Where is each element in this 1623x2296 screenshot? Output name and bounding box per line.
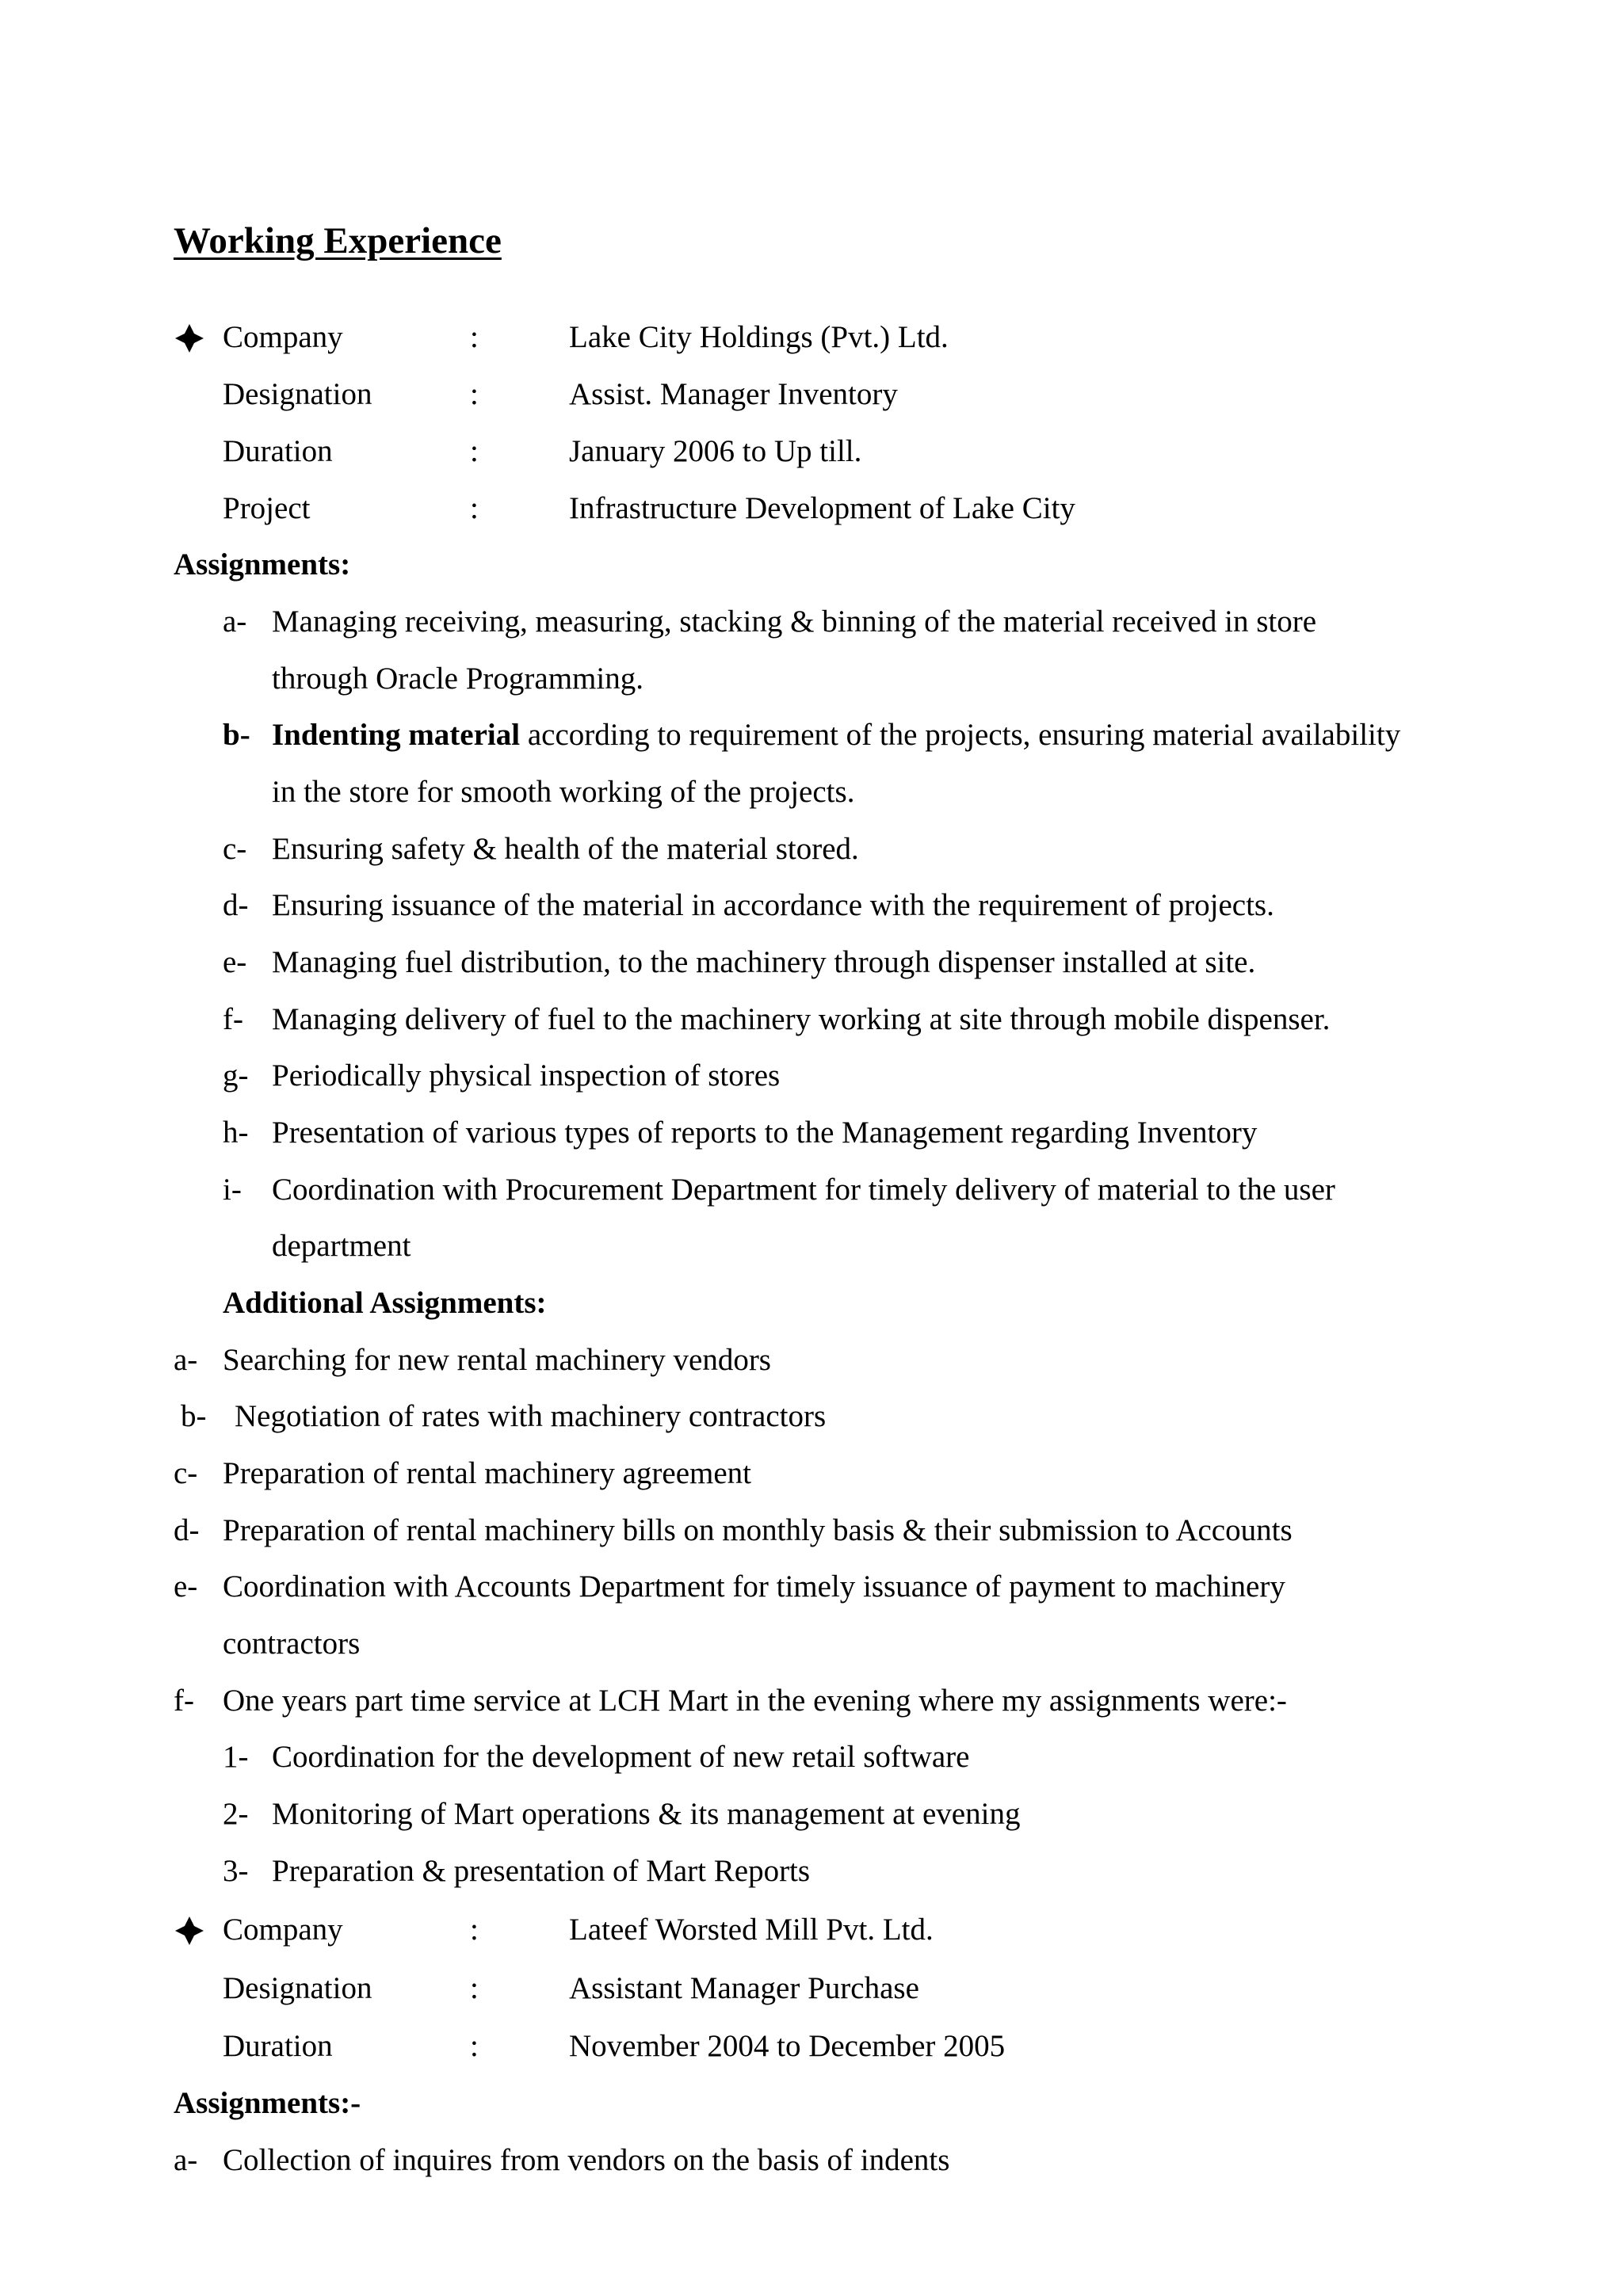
list-item-text-cont: in the store for smooth working of the projects. — [272, 775, 855, 809]
list-item-text — [272, 716, 1400, 754]
job1-project-value: Infrastructure Development of Lake City — [569, 491, 1075, 525]
list-marker: f- — [174, 1684, 194, 1718]
list-item-text: Managing receiving, measuring, stacking & binning of the material received in store — [272, 605, 1317, 639]
additional-assignments-heading: Additional Assignments: — [223, 1286, 547, 1320]
sub-list-marker: 1- — [223, 1740, 249, 1774]
list-item-text: Managing delivery of fuel to the machinery working at site through mobile dispenser. — [272, 1002, 1331, 1036]
job1-duration-label: Duration — [223, 434, 333, 468]
list-marker: b- — [223, 718, 250, 752]
list-marker: g- — [223, 1058, 249, 1093]
list-marker: h- — [223, 1116, 249, 1150]
job2-designation-value: Assistant Manager Purchase — [569, 1971, 919, 2005]
list-item-bold: Indenting material — [272, 718, 521, 752]
page-title: Working Experience — [174, 220, 502, 261]
list-marker: a- — [174, 2143, 198, 2177]
list-item-text: Negotiation of rates with machinery contractors — [235, 1399, 827, 1433]
job1-designation-value: Assist. Manager Inventory — [569, 377, 898, 411]
job1-project-label: Project — [223, 491, 311, 525]
sub-list-marker: 2- — [223, 1797, 249, 1831]
sub-list-item-text: Monitoring of Mart operations & its management at evening — [272, 1797, 1021, 1831]
list-marker: i- — [223, 1173, 242, 1207]
sub-list-item-text: Preparation & presentation of Mart Reports — [272, 1854, 811, 1888]
list-item-text: Ensuring safety & health of the material stored. — [272, 832, 859, 866]
list-marker: c- — [223, 832, 247, 866]
job2-duration-label: Duration — [223, 2029, 333, 2063]
job1-assignments-heading: Assignments: — [174, 547, 351, 582]
list-item-text: Ensuring issuance of the material in accordance with the requirement of projects. — [272, 888, 1274, 922]
list-item-text: Collection of inquires from vendors on the basis of indents — [223, 2143, 950, 2177]
job2-assignments-heading: Assignments:- — [174, 2086, 361, 2120]
list-item-text: Preparation of rental machinery agreement — [223, 1456, 752, 1490]
list-item-text: Managing fuel distribution, to the machinery through dispenser installed at site. — [272, 945, 1256, 979]
job1-duration-value: January 2006 to Up till. — [569, 434, 862, 468]
job2-designation-colon: : — [470, 1971, 479, 2005]
list-marker: a- — [223, 605, 247, 639]
job2-company-label: Company — [223, 1913, 343, 1947]
job1-project-colon: : — [470, 491, 479, 525]
job2-designation-label: Designation — [223, 1971, 372, 2005]
diamond-bullet-icon — [174, 322, 205, 354]
list-marker: a- — [174, 1343, 198, 1377]
list-item-text: Searching for new rental machinery vendors — [223, 1343, 771, 1377]
list-marker: e- — [223, 945, 247, 979]
job1-company-value: Lake City Holdings (Pvt.) Ltd. — [569, 320, 949, 354]
sub-list-item-text: Coordination for the development of new retail software — [272, 1740, 970, 1774]
list-marker: c- — [174, 1456, 198, 1490]
list-marker: b- — [181, 1399, 207, 1433]
job2-company-value: Lateef Worsted Mill Pvt. Ltd. — [569, 1913, 934, 1947]
list-item-text-cont: contractors — [223, 1627, 361, 1661]
job2-duration-value: November 2004 to December 2005 — [569, 2029, 1006, 2063]
list-item-text: One years part time service at LCH Mart in the evening where my assignments were:- — [223, 1684, 1287, 1718]
list-item-text: Periodically physical inspection of stores — [272, 1058, 781, 1093]
list-marker: d- — [223, 888, 249, 922]
job1-duration-colon: : — [470, 434, 479, 468]
job2-duration-colon: : — [470, 2029, 479, 2063]
job1-company-colon: : — [470, 320, 479, 354]
list-item-rest: according to requirement of the projects, ensuring material availability — [520, 718, 1401, 752]
list-item-text-cont: department — [272, 1229, 411, 1263]
sub-list-marker: 3- — [223, 1854, 249, 1888]
job2-company-colon: : — [470, 1913, 479, 1947]
list-marker: d- — [174, 1513, 200, 1547]
job1-company-label: Company — [223, 320, 343, 354]
list-item-text: Coordination with Accounts Department for timely issuance of payment to machinery — [223, 1569, 1285, 1604]
job1-designation-colon: : — [470, 377, 479, 411]
list-marker: e- — [174, 1569, 198, 1604]
list-item-text: Coordination with Procurement Department for timely delivery of material to the user — [272, 1173, 1335, 1207]
list-item-text-cont: through Oracle Programming. — [272, 662, 643, 696]
list-item-text: Presentation of various types of reports to the Management regarding Inventory — [272, 1116, 1258, 1150]
job1-designation-label: Designation — [223, 377, 372, 411]
list-marker: f- — [223, 1002, 243, 1036]
list-item-text: Preparation of rental machinery bills on monthly basis & their submission to Accounts — [223, 1513, 1293, 1547]
diamond-bullet-icon — [174, 1915, 205, 1947]
